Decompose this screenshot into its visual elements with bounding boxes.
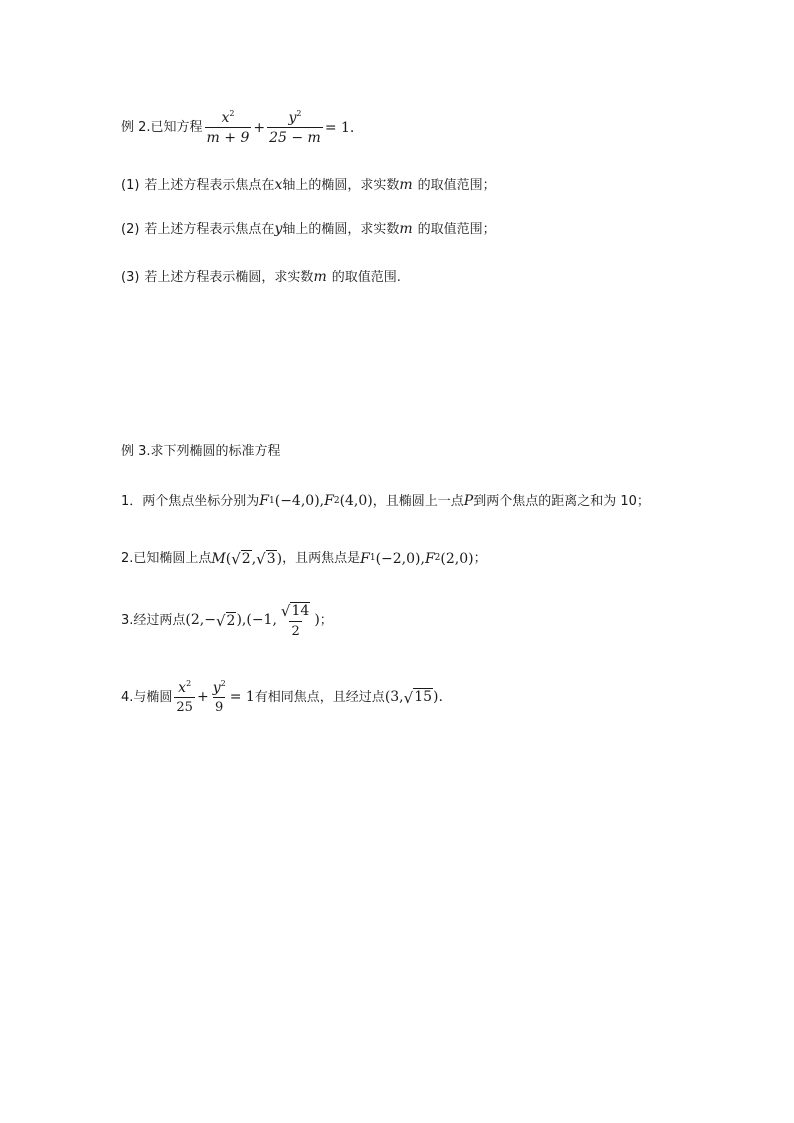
fraction-x2-over-25: $\frac{x^2}{25}$: [176, 679, 193, 715]
fraction-sqrt14-over-2: √ 14 2: [280, 602, 310, 640]
example2-title: 例 2.已知方程: [121, 120, 203, 135]
example2-item-1: (1) 若上述方程表示焦点在 x 轴上的椭圆，求实数 m 的取值范围；: [121, 177, 496, 193]
example2-item-3: (3) 若上述方程表示椭圆，求实数 m 的取值范围.: [121, 269, 401, 285]
sqrt-15: √ 15: [403, 688, 433, 707]
example3-question-4: 4.与椭圆 $\frac{x^2}{25}$ + $\frac{y^2}{9}$ = 1 有相同焦点，且经过点 (3, √ 15 ) .: [121, 679, 443, 715]
example3-question-3: 3.经过两点 (2,− √ 2 ),(−1, √ 14 2 ) ；: [121, 602, 333, 640]
sqrt-2: √ 2: [231, 550, 251, 569]
example3-question-1: 1．两个焦点坐标分别为 F 1 (−4,0), F 2 (4,0) ，且椭圆上一点 P 到两个焦点的距离之和为 10；: [121, 493, 650, 509]
example3-question-2: 2.已知椭圆上点 M ( √ 2 , √ 3 ) ，且两焦点是 F 1 (−2,0), F 2 (2,0) ；: [121, 550, 487, 569]
sqrt-2: √ 2: [215, 611, 236, 630]
sqrt-3: √ 3: [256, 550, 276, 569]
example3-heading: 例 3.求下列椭圆的标准方程: [121, 444, 281, 459]
fraction-x2-over-m9: $\frac{x^2}{m + 9}$: [206, 109, 250, 146]
example2-heading: 例 2.已知方程 $\frac{x^2}{m + 9}$ + $\frac{y^2}{25 - m}$ = 1.: [121, 109, 355, 146]
example2-item-2: (2) 若上述方程表示焦点在 y 轴上的椭圆，求实数 m 的取值范围；: [121, 221, 496, 237]
fraction-y2-over-25m: $\frac{y^2}{25 - m}$: [269, 109, 321, 146]
fraction-y2-over-9: $\frac{y^2}{9}$: [212, 679, 226, 715]
